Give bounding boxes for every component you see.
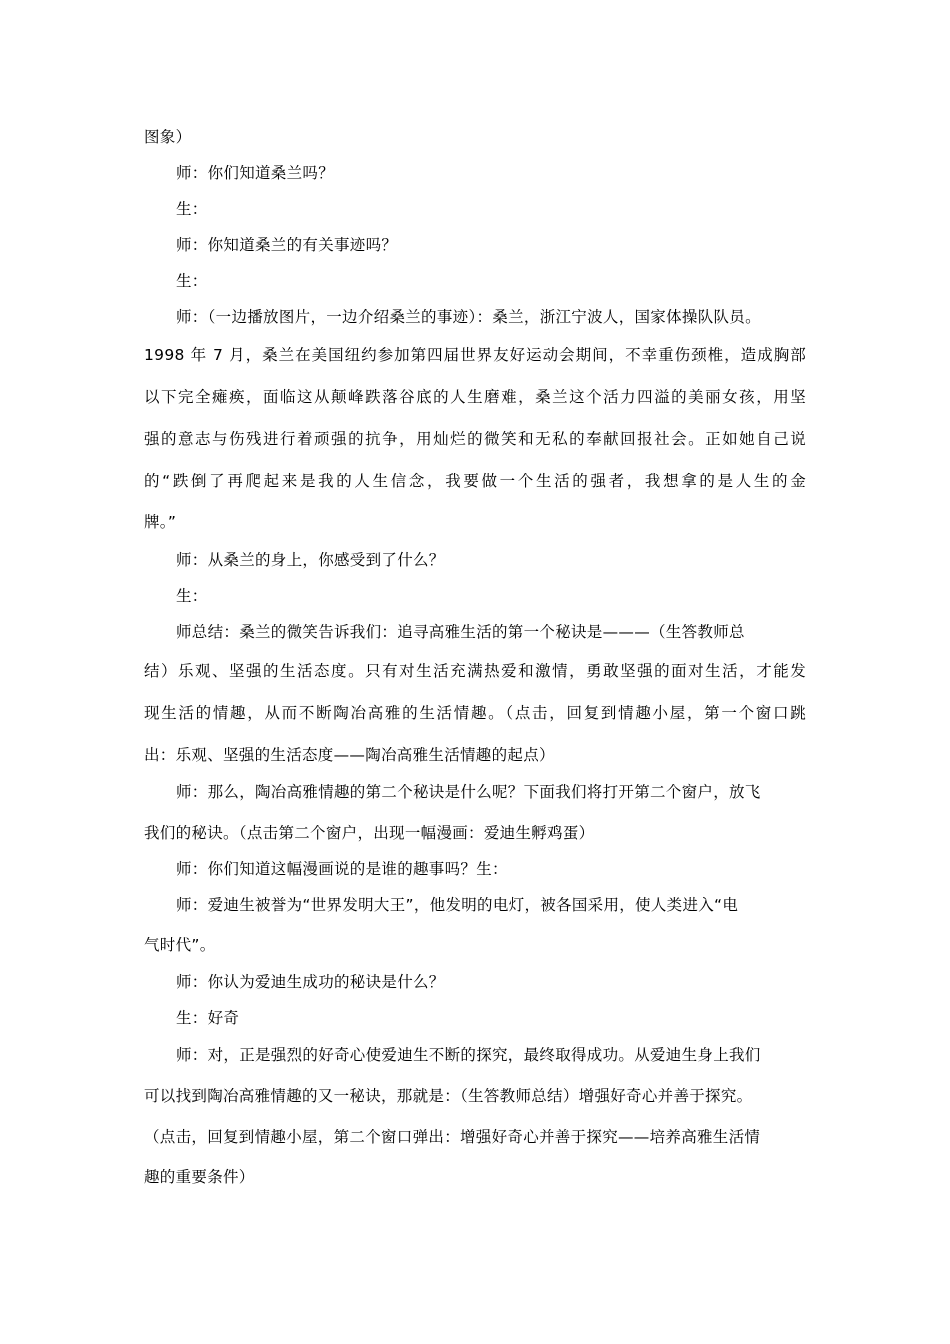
text-line: 师总结：桑兰的微笑告诉我们：追寻高雅生活的第一个秘诀是———（生答教师总 [176, 623, 745, 641]
text-line: 牌。” [144, 513, 177, 531]
text-line: 师：你认为爱迪生成功的秘诀是什么？ [176, 973, 445, 991]
text-line: 师：那么，陶冶高雅情趣的第二个秘诀是什么呢？下面我们将打开第二个窗户，放飞 [176, 783, 761, 801]
text-line: 趣的重要条件） [144, 1168, 255, 1186]
text-line: 生： [176, 587, 208, 605]
text-line: 结）乐观、坚强的生活态度。只有对生活充满热爱和激情，勇敢坚强的面对生活，才能发 [144, 662, 806, 680]
text-line: 以下完全瘫痪，面临这从颠峰跌落谷底的人生磨难，桑兰这个活力四溢的美丽女孩，用坚 [144, 388, 806, 406]
text-line: 1998 年 7 月，桑兰在美国纽约参加第四届世界友好运动会期间，不幸重伤颈椎，造成胸部 [144, 346, 806, 364]
text-line: 的“跌倒了再爬起来是我的人生信念，我要做一个生活的强者，我想拿的是人生的金 [144, 472, 806, 490]
text-line: 图象） [144, 128, 192, 146]
text-line: 强的意志与伤残进行着顽强的抗争，用灿烂的微笑和无私的奉献回报社会。正如她自己说 [144, 430, 806, 448]
text-line: 师：爱迪生被誉为“世界发明大王”，他发明的电灯，被各国采用，使人类进入“电 [176, 896, 739, 914]
text-line: 生： [176, 200, 208, 218]
text-line: 气时代”。 [144, 936, 216, 954]
text-line: （点击，回复到情趣小屋，第二个窗口弹出：增强好奇心并善于探究——培养高雅生活情 [144, 1128, 761, 1146]
text-line: 我们的秘诀。（点击第二个窗户，出现一幅漫画：爱迪生孵鸡蛋） [144, 824, 595, 842]
text-line: 师：你们知道桑兰吗？ [176, 164, 335, 182]
text-line: 可以找到陶冶高雅情趣的又一秘诀，那就是：（生答教师总结）增强好奇心并善于探究。 [144, 1087, 753, 1105]
text-line: 师：（一边播放图片，一边介绍桑兰的事迹）：桑兰，浙江宁波人，国家体操队队员。 [176, 308, 761, 326]
text-line: 出：乐观、坚强的生活态度——陶冶高雅生活情趣的起点） [144, 746, 555, 764]
text-line: 生： [176, 272, 208, 290]
text-line: 师：你们知道这幅漫画说的是谁的趣事吗？生： [176, 860, 508, 878]
text-line: 生：好奇 [176, 1009, 240, 1027]
text-line: 师：从桑兰的身上，你感受到了什么？ [176, 551, 445, 569]
text-line: 师：对，正是强烈的好奇心使爱迪生不断的探究，最终取得成功。从爱迪生身上我们 [176, 1046, 761, 1064]
text-line: 师：你知道桑兰的有关事迹吗？ [176, 236, 398, 254]
text-line: 现生活的情趣，从而不断陶冶高雅的生活情趣。（点击，回复到情趣小屋，第一个窗口跳 [144, 704, 806, 722]
